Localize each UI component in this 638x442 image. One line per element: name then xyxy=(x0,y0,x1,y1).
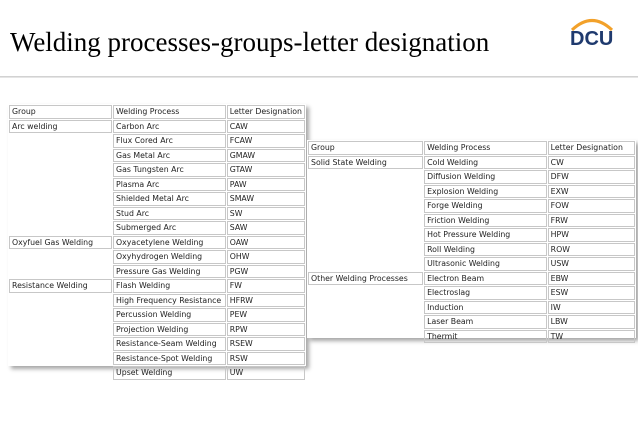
right-designation-table xyxy=(307,140,636,344)
table-row xyxy=(9,366,305,380)
group-header: Group xyxy=(308,141,423,155)
designation-cell: PGW xyxy=(227,265,305,279)
group-cell xyxy=(308,228,423,242)
table-row xyxy=(9,221,305,235)
process-header: Welding Process xyxy=(113,105,226,119)
group-cell xyxy=(308,214,423,228)
title-divider xyxy=(0,76,638,78)
header-row xyxy=(308,141,635,155)
process-cell: High Frequency Resistance xyxy=(113,294,226,308)
process-cell: Friction Welding xyxy=(424,214,547,228)
group-cell xyxy=(308,286,423,300)
group-cell xyxy=(308,257,423,271)
group-cell: Solid State Welding xyxy=(308,156,423,170)
process-cell: Projection Welding xyxy=(113,323,226,337)
table-row xyxy=(308,170,635,184)
process-cell: Submerged Arc xyxy=(113,221,226,235)
process-cell: Upset Welding xyxy=(113,366,226,380)
left-designation-table xyxy=(8,104,306,381)
table-row xyxy=(9,337,305,351)
slide-title: Welding processes-groups-letter designation xyxy=(10,27,490,57)
process-cell: Flux Cored Arc xyxy=(113,134,226,148)
designation-cell: ROW xyxy=(548,243,635,257)
process-cell: Flash Welding xyxy=(113,279,226,293)
process-cell: Induction xyxy=(424,301,547,315)
group-cell xyxy=(308,301,423,315)
process-cell: Diffusion Welding xyxy=(424,170,547,184)
group-cell: Other Welding Processes xyxy=(308,272,423,286)
group-cell xyxy=(9,337,112,351)
process-cell: Gas Tungsten Arc xyxy=(113,163,226,177)
process-cell: Laser Beam xyxy=(424,315,547,329)
process-cell: Forge Welding xyxy=(424,199,547,213)
table-row xyxy=(308,272,635,286)
process-cell: Carbon Arc xyxy=(113,120,226,134)
group-cell xyxy=(9,134,112,148)
table-row xyxy=(9,120,305,134)
designation-cell: EXW xyxy=(548,185,635,199)
designation-cell: FW xyxy=(227,279,305,293)
group-cell xyxy=(9,178,112,192)
process-cell: Plasma Arc xyxy=(113,178,226,192)
designation-cell: OAW xyxy=(227,236,305,250)
process-cell: Hot Pressure Welding xyxy=(424,228,547,242)
table-row xyxy=(9,323,305,337)
process-cell: Cold Welding xyxy=(424,156,547,170)
designation-cell: USW xyxy=(548,257,635,271)
table-row xyxy=(308,214,635,228)
group-cell: Resistance Welding xyxy=(9,279,112,293)
group-cell xyxy=(9,192,112,206)
group-cell xyxy=(308,330,423,344)
table-row xyxy=(9,163,305,177)
group-cell xyxy=(308,243,423,257)
table-row xyxy=(9,236,305,250)
logo-text: DCU xyxy=(570,28,614,50)
designation-cell: PEW xyxy=(227,308,305,322)
right-designation-table-panel xyxy=(307,140,636,341)
table-row xyxy=(308,330,635,344)
table-row xyxy=(9,279,305,293)
designation-cell: PAW xyxy=(227,178,305,192)
process-cell: Percussion Welding xyxy=(113,308,226,322)
dcu-logo xyxy=(566,17,628,53)
process-cell: Oxyhydrogen Welding xyxy=(113,250,226,264)
designation-cell: EBW xyxy=(548,272,635,286)
designation-cell: FRW xyxy=(548,214,635,228)
group-cell xyxy=(308,315,423,329)
table-row xyxy=(9,250,305,264)
designation-cell: RSW xyxy=(227,352,305,366)
table-row xyxy=(9,149,305,163)
designation-cell: SW xyxy=(227,207,305,221)
table-row xyxy=(308,185,635,199)
designation-cell: IW xyxy=(548,301,635,315)
designation-cell: TW xyxy=(548,330,635,344)
process-cell: Shielded Metal Arc xyxy=(113,192,226,206)
designation-cell: FOW xyxy=(548,199,635,213)
designation-cell: CAW xyxy=(227,120,305,134)
designation-cell: FCAW xyxy=(227,134,305,148)
group-cell xyxy=(9,366,112,380)
table-row xyxy=(9,192,305,206)
table-row xyxy=(9,294,305,308)
process-cell: Oxyacetylene Welding xyxy=(113,236,226,250)
group-cell xyxy=(9,352,112,366)
group-cell xyxy=(9,250,112,264)
group-cell xyxy=(308,185,423,199)
group-cell: Arc welding xyxy=(9,120,112,134)
designation-cell: RSEW xyxy=(227,337,305,351)
group-cell xyxy=(9,323,112,337)
table-row xyxy=(9,134,305,148)
designation-cell: GMAW xyxy=(227,149,305,163)
process-cell: Resistance-Spot Welding xyxy=(113,352,226,366)
designation-cell: DFW xyxy=(548,170,635,184)
table-row xyxy=(308,228,635,242)
group-cell xyxy=(9,308,112,322)
process-cell: Ultrasonic Welding xyxy=(424,257,547,271)
process-cell: Resistance-Seam Welding xyxy=(113,337,226,351)
group-cell xyxy=(308,199,423,213)
group-cell xyxy=(9,265,112,279)
table-row xyxy=(308,257,635,271)
table-row xyxy=(308,301,635,315)
table-row xyxy=(308,156,635,170)
table-row xyxy=(9,178,305,192)
group-cell: Oxyfuel Gas Welding xyxy=(9,236,112,250)
designation-cell: SAW xyxy=(227,221,305,235)
designation-header: Letter Designation xyxy=(227,105,305,119)
designation-cell: LBW xyxy=(548,315,635,329)
left-designation-table-panel xyxy=(8,104,306,378)
designation-cell: HPW xyxy=(548,228,635,242)
header-row xyxy=(9,105,305,119)
table-row xyxy=(9,308,305,322)
table-row xyxy=(9,352,305,366)
group-cell xyxy=(308,170,423,184)
table-row xyxy=(9,265,305,279)
table-row xyxy=(308,315,635,329)
group-cell xyxy=(9,149,112,163)
table-row xyxy=(9,207,305,221)
designation-cell: RPW xyxy=(227,323,305,337)
designation-cell: HFRW xyxy=(227,294,305,308)
designation-cell: UW xyxy=(227,366,305,380)
group-cell xyxy=(9,294,112,308)
designation-cell: SMAW xyxy=(227,192,305,206)
table-row xyxy=(308,286,635,300)
group-cell xyxy=(9,207,112,221)
group-cell xyxy=(9,163,112,177)
designation-header: Letter Designation xyxy=(548,141,635,155)
table-row xyxy=(308,199,635,213)
process-cell: Electroslag xyxy=(424,286,547,300)
process-cell: Pressure Gas Welding xyxy=(113,265,226,279)
process-cell: Stud Arc xyxy=(113,207,226,221)
process-cell: Gas Metal Arc xyxy=(113,149,226,163)
table-row xyxy=(308,243,635,257)
process-cell: Thermit xyxy=(424,330,547,344)
group-header: Group xyxy=(9,105,112,119)
designation-cell: OHW xyxy=(227,250,305,264)
process-cell: Explosion Welding xyxy=(424,185,547,199)
designation-cell: GTAW xyxy=(227,163,305,177)
group-cell xyxy=(9,221,112,235)
designation-cell: ESW xyxy=(548,286,635,300)
designation-cell: CW xyxy=(548,156,635,170)
process-cell: Electron Beam xyxy=(424,272,547,286)
process-cell: Roll Welding xyxy=(424,243,547,257)
process-header: Welding Process xyxy=(424,141,547,155)
